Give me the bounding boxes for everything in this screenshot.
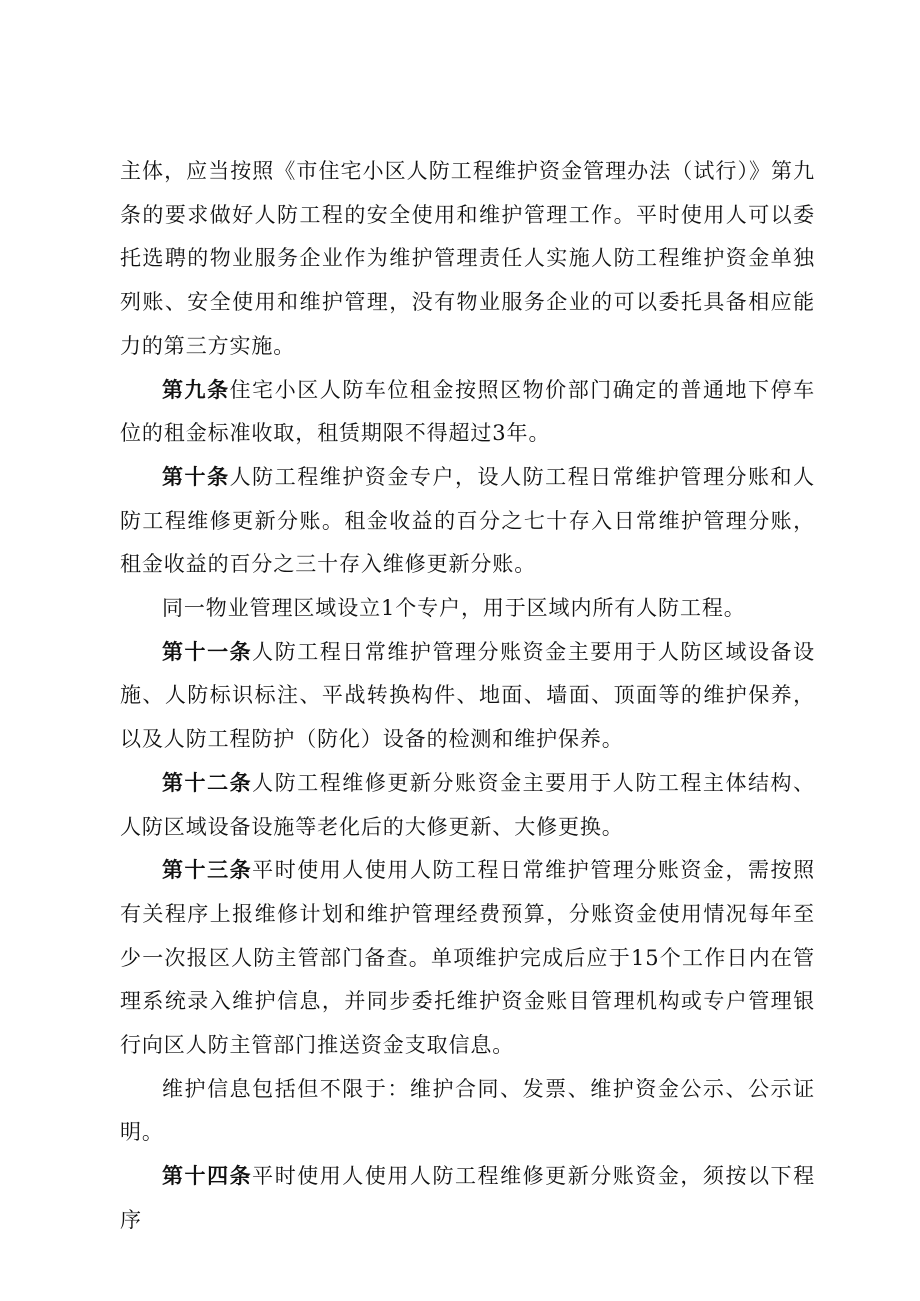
article-number: 第十三条: [162, 858, 253, 883]
article-number: 第十一条: [162, 639, 253, 664]
article-number: 第十四条: [162, 1164, 253, 1189]
article-10-paragraph-2: [120, 587, 815, 631]
article-12: [120, 762, 815, 849]
article-text: 平时使用人使用人防工程日常维护管理分账资金，需按照有关程序上报维修计划和维护管理经费预算，分账资金使用情况每年至少一次报区人防主管部门备查。单项维护完成后应于15个工作日内在管理系统录入维护信息，并同步委托维护资金账目管理机构或专户管理银行向区人防主管部门推送资金支取信息。: [120, 858, 815, 1058]
article-9: [120, 369, 815, 456]
article-14: [120, 1155, 815, 1242]
article-number: 第九条: [162, 377, 230, 402]
article-text: 人防工程维修更新分账资金主要用于人防工程主体结构、人防区域设备设施等老化后的大修更新、大修更换。: [120, 770, 815, 839]
document-body: [120, 150, 815, 1243]
article-number: 第十二条: [162, 770, 253, 795]
article-11: [120, 631, 815, 762]
article-10: [120, 456, 815, 587]
article-13-paragraph-2: [120, 1068, 815, 1155]
article-number: 第十条: [162, 464, 230, 489]
article-13: [120, 849, 815, 1068]
article-text: 住宅小区人防车位租金按照区物价部门确定的普通地下停车位的租金标准收取，租赁期限不得超过3年。: [120, 377, 815, 446]
paragraph-text: 维护信息包括但不限于：维护合同、发票、维护资金公示、公示证明。: [120, 1076, 815, 1145]
article-text: 平时使用人使用人防工程维修更新分账资金，须按以下程序: [120, 1164, 815, 1232]
article-text: 人防工程日常维护管理分账资金主要用于人防区域设备设施、人防标识标注、平战转换构件、地面、墙面、顶面等的维护保养，以及人防工程防护（防化）设备的检测和维护保养。: [120, 639, 815, 752]
article-text: 人防工程维护资金专户，设人防工程日常维护管理分账和人防工程维修更新分账。租金收益的百分之七十存入日常维护管理分账，租金收益的百分之三十存入维修更新分账。: [120, 464, 815, 577]
paragraph-text: 同一物业管理区域设立1个专户，用于区域内所有人防工程。: [162, 596, 746, 621]
paragraph-continuation: [120, 150, 815, 369]
paragraph-text: 主体，应当按照《市住宅小区人防工程维护资金管理办法（试行）》第九条的要求做好人防工程的安全使用和维护管理工作。平时使用人可以委托选聘的物业服务企业作为维护管理责任人实施人防工程维护资金单独列账、安全使用和维护管理，没有物业服务企业的可以委托具备相应能力的第三方实施。: [120, 159, 815, 358]
